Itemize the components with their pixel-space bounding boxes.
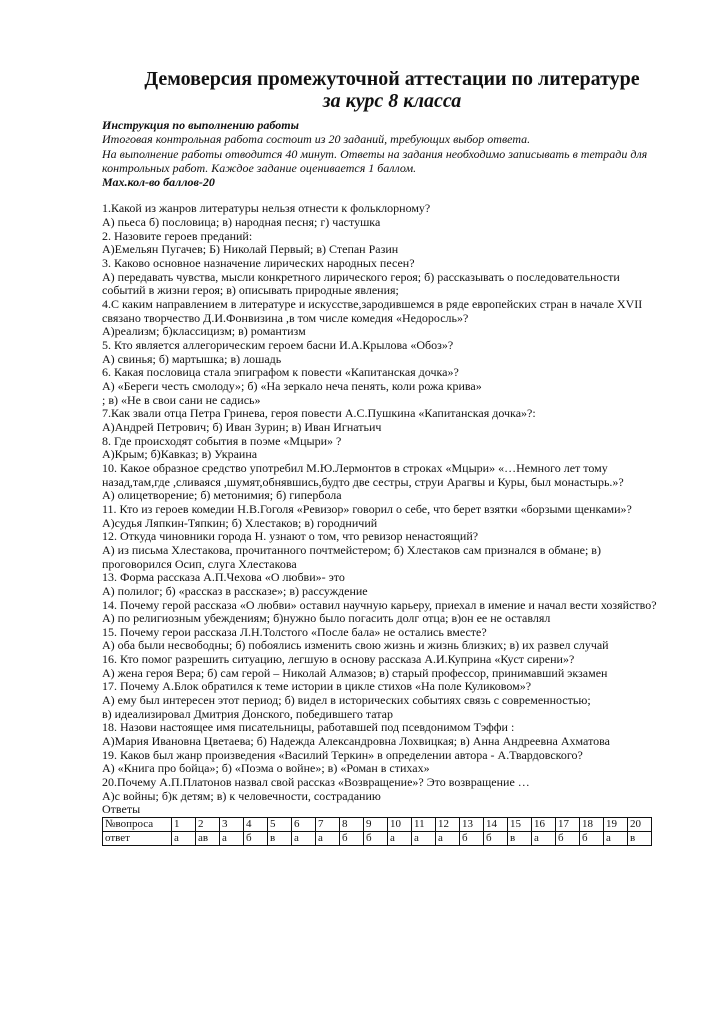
question-number-cell: 5	[268, 818, 292, 832]
page-title: Демоверсия промежуточной аттестации по литературе	[144, 68, 640, 90]
instruction-block	[102, 118, 682, 189]
answers-table	[102, 817, 652, 846]
question-line: назад,там,где ,сливаяся ,шумят,обнявшись,будто две сестры, струи Арагвы и Куры, был монастырь.»?	[102, 474, 624, 489]
question-number-cell: 16	[532, 818, 556, 832]
question-line: в) идеализировал Дмитрия Донского, победившего татар	[102, 706, 393, 721]
question-line: ; в) «Не в свои сани не садись»	[102, 392, 261, 407]
question-line: 17. Почему А.Блок обратился к теме истории в цикле стихов «На поле Куликовом»?	[102, 679, 532, 694]
question-line: 19. Каков был жанр произведения «Василий Теркин» в определении автора - А.Твардовского?	[102, 747, 583, 762]
table-row	[103, 832, 652, 846]
row-header: ответ	[103, 832, 172, 846]
row-header: №вопроса	[103, 818, 172, 832]
question-line: 6. Какая пословица стала эпиграфом к повести «Капитанская дочка»?	[102, 365, 459, 380]
question-number-cell: 14	[484, 818, 508, 832]
instruction-line: Итоговая контрольная работа состоит из 20 заданий, требующих выбор ответа.	[102, 132, 531, 147]
question-number-cell: 17	[556, 818, 580, 832]
answer-cell: б	[556, 832, 580, 846]
answer-cell: в	[628, 832, 652, 846]
question-line: 20.Почему А.П.Платонов назвал свой рассказ «Возвращение»? Это возвращение …	[102, 775, 530, 790]
question-line: 3. Каково основное назначение лирических народных песен?	[102, 256, 415, 271]
question-number-cell: 11	[412, 818, 436, 832]
question-number-cell: 15	[508, 818, 532, 832]
question-line: связано творчество Д.И.Фонвизина ,в том числе комедия «Недоросль»?	[102, 310, 469, 325]
question-number-cell: 9	[364, 818, 388, 832]
answer-cell: б	[484, 832, 508, 846]
answer-cell: б	[580, 832, 604, 846]
question-line: событий в жизни героя; в) описывать природные явления;	[102, 283, 399, 298]
question-line: проговорился Осип, слуга Хлестакова	[102, 556, 297, 571]
question-line: А) олицетворение; б) метонимия; б) гипербола	[102, 488, 342, 503]
question-line: А) жена героя Вера; б) сам герой – Николай Алмазов; в) старый профессор, принимавший экзамен	[102, 665, 608, 680]
table-row	[103, 818, 652, 832]
question-line: А)судья Ляпкин-Тяпкин; б) Хлестаков; в) городничий	[102, 515, 378, 530]
question-number-cell: 13	[460, 818, 484, 832]
question-line: А) свинья; б) мартышка; в) лошадь	[102, 351, 282, 366]
question-number-cell: 10	[388, 818, 412, 832]
question-number-cell: 12	[436, 818, 460, 832]
question-number-cell: 8	[340, 818, 364, 832]
answer-cell: а	[172, 832, 196, 846]
question-line: А) по религиозным убеждениям; б)нужно было погасить долг отца; в)он ее не оставлял	[102, 611, 551, 626]
answer-cell: б	[364, 832, 388, 846]
question-line: 13. Форма рассказа А.П.Чехова «О любви»- это	[102, 570, 345, 585]
max-score: Мах.кол-во баллов-20	[102, 175, 215, 190]
answer-cell: б	[244, 832, 268, 846]
question-line: 7.Как звали отца Петра Гринева, героя повести А.С.Пушкина «Капитанская дочка»?:	[102, 406, 536, 421]
answer-cell: б	[340, 832, 364, 846]
answer-cell: а	[436, 832, 460, 846]
question-number-cell: 1	[172, 818, 196, 832]
question-number-cell: 19	[604, 818, 628, 832]
question-line: А) передавать чувства, мысли конкретного лирического героя; б) рассказывать о последовательности	[102, 269, 620, 284]
question-line: 14. Почему герой рассказа «О любви» оставил научную карьеру, приехал в имение и начал вести хозяйство?	[102, 597, 657, 612]
question-line: 16. Кто помог разрешить ситуацию, легшую в основу рассказа А.И.Куприна «Куст сирени»?	[102, 652, 575, 667]
question-number-cell: 3	[220, 818, 244, 832]
question-line: А) «Береги честь смолоду»; б) «На зеркало неча пенять, коли рожа крива»	[102, 379, 482, 394]
question-line: А)Мария Ивановна Цветаева; б) Надежда Александровна Лохвицкая; в) Анна Андреевна Ахматова	[102, 734, 610, 749]
question-line: А) из письма Хлестакова, прочитанного почтмейстером; б) Хлестаков сам признался в обмане; в)	[102, 542, 601, 557]
question-line: А)Андрей Петрович; б) Иван Зурин; в) Иван Игнатьич	[102, 419, 382, 434]
answer-cell: а	[412, 832, 436, 846]
instruction-heading: Инструкция по выполнению работы	[102, 118, 299, 132]
answer-cell: б	[460, 832, 484, 846]
answer-cell: а	[292, 832, 316, 846]
page-subtitle: за курс 8 класса	[322, 90, 462, 112]
question-line: 12. Откуда чиновники города Н. узнают о том, что ревизор ненастоящий?	[102, 529, 479, 544]
question-line: 2. Назовите героев преданий:	[102, 228, 253, 243]
question-line: 4.С каким направлением в литературе и искусстве,зародившемся в ряде европейских стран в начале XVII	[102, 297, 643, 312]
question-line: А) «Книга про бойца»; б) «Поэма о войне»; в) «Роман в стихах»	[102, 761, 430, 776]
question-line: 18. Назови настоящее имя писательницы, работавшей под псевдонимом Тэффи :	[102, 720, 515, 735]
question-number-cell: 4	[244, 818, 268, 832]
question-line: 5. Кто является аллегорическим героем басни И.А.Крылова «Обоз»?	[102, 338, 454, 353]
question-line: 8. Где происходят события в поэме «Мцыри» ?	[102, 433, 342, 448]
question-line: А) ему был интересен этот период; б) видел в исторических событиях связь с современностью;	[102, 693, 591, 708]
question-number-cell: 6	[292, 818, 316, 832]
question-line: А) пьеса б) пословица; в) народная песня; г) частушка	[102, 215, 381, 230]
question-line: 1.Какой из жанров литературы нельзя отнести к фольклорному?	[102, 201, 431, 216]
question-line: А)Крым; б)Кавказ; в) Украина	[102, 447, 258, 462]
answers-label: Ответы	[102, 802, 141, 817]
answer-cell: а	[532, 832, 556, 846]
question-line: 10. Какое образное средство употребил М.Ю.Лермонтов в строках «Мцыри» «…Немного лет тому	[102, 460, 608, 475]
answer-cell: а	[316, 832, 340, 846]
question-line: А)с войны; б)к детям; в) к человечности, состраданию	[102, 788, 381, 803]
answer-cell: а	[220, 832, 244, 846]
instruction-line: контрольных работ. Каждое задание оценивается 1 баллом.	[102, 160, 417, 175]
question-line: 15. Почему герои рассказа Л.Н.Толстого «После бала» не остались вместе?	[102, 624, 487, 639]
answer-cell: в	[268, 832, 292, 846]
answer-cell: а	[604, 832, 628, 846]
question-number-cell: 7	[316, 818, 340, 832]
question-number-cell: 2	[196, 818, 220, 832]
question-line: А)реализм; б)классицизм; в) романтизм	[102, 324, 306, 339]
question-line: А)Емельян Пугачев; Б) Николай Первый; в) Степан Разин	[102, 242, 399, 257]
document-page	[102, 68, 682, 846]
question-line: А) полилог; б) «рассказ в рассказе»; в) рассуждение	[102, 583, 368, 598]
questions-list	[102, 202, 682, 803]
question-number-cell: 18	[580, 818, 604, 832]
question-line: 11. Кто из героев комедии Н.В.Гоголя «Ревизор» говорил о себе, что берет взятки «борзыми щенками»?	[102, 501, 632, 516]
answer-cell: ав	[196, 832, 220, 846]
question-line: А) оба были несвободны; б) побоялись изменить свою жизнь и жизнь близких; в) их развел случай	[102, 638, 609, 653]
question-number-cell: 20	[628, 818, 652, 832]
answer-cell: а	[388, 832, 412, 846]
answer-cell: в	[508, 832, 532, 846]
instruction-line: На выполнение работы отводится 40 минут. Ответы на задания необходимо записывать в тетради для	[102, 146, 648, 161]
